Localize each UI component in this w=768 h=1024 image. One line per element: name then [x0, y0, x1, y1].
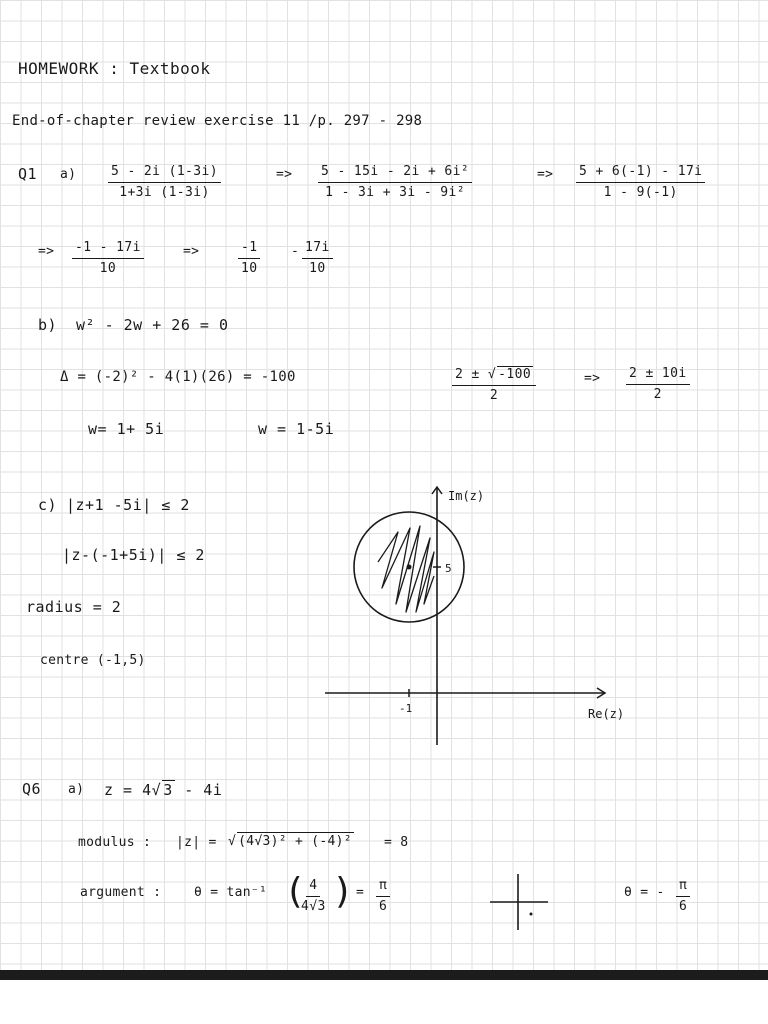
arrow: => [276, 167, 293, 182]
arrow: => [38, 244, 55, 259]
q1c-inequality-2: |z-(-1+5i)| ≤ 2 [62, 546, 205, 564]
q1a-fraction-6: $\frac{17i}{10}$ [302, 240, 333, 277]
q1c-radius: radius = 2 [26, 598, 122, 616]
q1c-label: c) [38, 496, 58, 514]
q1b-label: b) [38, 316, 58, 334]
x-tick-label: -1 [399, 702, 413, 715]
argand-diagram [320, 480, 625, 750]
q6-label: Q6 [22, 780, 42, 798]
arrow: => [537, 167, 554, 182]
arrow: => [584, 371, 601, 386]
q1a-fraction-4: $\frac{-1 - 17i}{10}$ [72, 240, 144, 277]
theta-fraction: $\frac{\pi}{6}$ [676, 878, 690, 915]
quadrant-sketch [488, 872, 552, 934]
q1b-solution-1: w= 1+ 5i [88, 420, 165, 438]
minus-sign: - [291, 244, 300, 259]
q1-label: Q1 [18, 165, 38, 183]
modulus-sqrt: √ (4√3)² + (-4)² [228, 834, 352, 849]
argument-result: $\frac{\pi}{6}$ [376, 878, 390, 915]
region-shading [378, 526, 434, 612]
q6a-label: a) [68, 782, 85, 797]
arrow: => [183, 244, 200, 259]
bottom-bar [0, 970, 768, 980]
bottom-margin [0, 980, 768, 1024]
page-heading: HOMEWORK : Textbook [18, 59, 211, 78]
subheading: End-of-chapter review exercise 11 /p. 297 - 298 [12, 113, 423, 129]
q1c-centre: centre (-1,5) [40, 653, 146, 668]
q1a-fraction-1: $\frac{5 - 2i (1-3i)}{1+3i (1-3i)}$ [108, 164, 221, 201]
q1b-equation: w² - 2w + 26 = 0 [76, 316, 229, 334]
q1b-solution-2: w = 1-5i [258, 420, 335, 438]
q1a-fraction-3: $\frac{5 + 6(-1) - 17i}{1 - 9(-1)}$ [576, 164, 705, 201]
equals-sign: = [356, 885, 365, 900]
q1a-fraction-2: $\frac{\text{5 - 15i - 2i + 6i²}}{\text{1 - 3i + 3i - 9i²}}$ [318, 164, 472, 201]
left-paren: ( [284, 871, 307, 912]
re-axis-label: Re(z) [588, 707, 625, 721]
y-tick-label: 5 [445, 562, 452, 575]
q1b-root-fraction-1: $\frac{2 \pm √ -100}{2}$ [452, 366, 536, 404]
q6a-z: z = 4√ 3 - 4i [104, 781, 223, 799]
q1a-label: a) [60, 167, 77, 182]
q1b-discriminant: Δ = (-2)² - 4(1)(26) = -100 [60, 369, 296, 385]
q1a-fraction-5: $\frac{-1}{10}$ [238, 240, 260, 277]
modulus-lhs: |z| = [176, 835, 217, 850]
modulus-result: = 8 [384, 835, 409, 850]
modulus-label: modulus : [78, 835, 152, 850]
quadrant-point [530, 913, 533, 916]
right-paren: ) [332, 871, 355, 912]
centre-point [407, 565, 412, 570]
q1b-root-fraction-2: $\frac{2 \pm 10i}{2}$ [626, 366, 690, 403]
q1c-inequality-1: |z+1 -5i| ≤ 2 [66, 496, 190, 514]
argument-fraction: $\frac{4}{4√3}$ [301, 878, 326, 914]
argument-lhs: θ = tan⁻¹ [194, 885, 268, 900]
argument-label: argument : [80, 885, 162, 900]
im-axis-label: Im(z) [448, 489, 485, 503]
theta-lhs: θ = - [624, 885, 665, 900]
